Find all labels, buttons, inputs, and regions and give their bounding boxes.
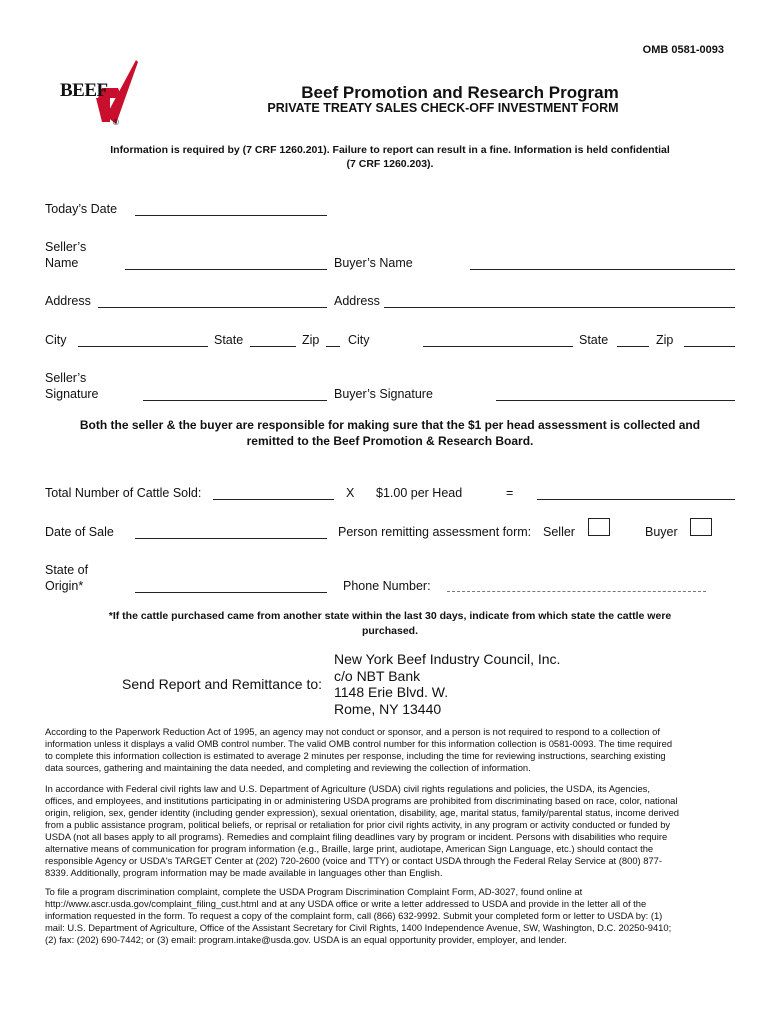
buyer-zip-label: Zip [656, 333, 674, 347]
origin-note [60, 609, 720, 639]
address-line-1: New York Beef Industry Council, Inc. [334, 651, 561, 667]
sellers-name-label-2: Name [45, 256, 79, 270]
seller-address-label: Address [45, 294, 91, 308]
remittance-address [334, 651, 560, 717]
responsibility-line-1: Both the seller & the buyer are responsible for making sure that the $1 per head assessment is collected and [79, 418, 701, 432]
complaint-line: To file a program discrimination complaint, complete the USDA Program Discrimination Complaint Form, AD-3027, found online at [45, 886, 583, 897]
complaint-line: mail: U.S. Department of Agriculture, Office of the Assistant Secretary for Civil Rights, 1400 Independence Avenue, SW, Washington, D.C. 20250-9410; [45, 922, 672, 933]
paperwork-line: data sources, gathering and maintaining the data needed, and completing and reviewing the collection of information. [45, 762, 531, 773]
omb-number: OMB 0581-0093 [642, 44, 724, 56]
buyer-address-field[interactable] [384, 307, 735, 308]
todays-date-label: Today’s Date [45, 202, 118, 216]
civil-rights-line: offices, and employees, and institutions participating in or administering USDA programs are prohibited from discriminating based on race, color, national [45, 795, 678, 806]
buyers-name-label: Buyer’s Name [334, 256, 413, 270]
complaint-line: http://www.ascr.usda.gov/complaint_filing_cust.html and at any USDA office or write a letter addressed to USDA and provide in the letter all of the [45, 898, 647, 909]
total-cattle-field[interactable] [213, 499, 334, 500]
address-line-2: c/o NBT Bank [334, 667, 421, 684]
info-notice [50, 143, 730, 171]
civil-rights-line: In accordance with Federal civil rights law and U.S. Department of Agriculture (USDA) civil rights regulations and policies, the USDA, its Agencies, [45, 783, 650, 794]
buyer-state-field[interactable] [617, 346, 649, 347]
seller-city-label: City [45, 333, 67, 347]
responsibility-line-2: remitted to the Beef Promotion & Research Board. [246, 434, 534, 448]
seller-address-field[interactable] [98, 307, 327, 308]
info-line-1: Information is required by (7 CRF 1260.201). Failure to report can result in a fine. Information is held confidential [110, 144, 670, 156]
registered-mark: ® [113, 118, 119, 127]
address-line-3: 1148 Erie Blvd. W. [334, 684, 449, 700]
sellers-signature-field[interactable] [143, 400, 327, 401]
buyer-checkbox[interactable] [690, 518, 712, 536]
todays-date-field[interactable] [135, 215, 327, 216]
civil-rights-line: alternative means of communication for program information (e.g., Braille, large print, audiotape, American Sign Language, etc.) should contact the [45, 843, 654, 854]
buyer-zip-field[interactable] [684, 346, 735, 347]
info-line-2: (7 CRF 1260.203). [346, 158, 434, 170]
civil-rights-line: USDA (not all bases apply to all programs). Remedies and complaint filing deadlines vary by program or incident. Persons with disabilities who require [45, 831, 668, 842]
form-subtitle: PRIVATE TREATY SALES CHECK-OFF INVESTMENT FORM [267, 101, 619, 115]
date-of-sale-label: Date of Sale [45, 525, 114, 539]
sellers-signature-label-1: Seller’s [45, 371, 87, 385]
state-of-origin-label-2: Origin* [45, 579, 84, 593]
remittance-label: Send Report and Remittance to: [122, 676, 323, 692]
complaint-paragraph [45, 886, 730, 946]
logo-text: BEEF [60, 80, 108, 101]
civil-rights-line: responsible Agency or USDA's TARGET Center at (202) 720-2600 (voice and TTY) or contact USDA through the Federal Relay Service at (800) 877- [45, 855, 663, 866]
civil-rights-line: 8339. Additionally, program information may be made available in languages other than English. [45, 867, 443, 878]
paperwork-line: to complete this information collection is estimated to average 2 minutes per response, including the time for reviewing instructions, searching existing [45, 750, 666, 761]
seller-city-field[interactable] [78, 346, 208, 347]
equals-sign: = [506, 486, 514, 500]
phone-number-label: Phone Number: [343, 579, 431, 593]
buyer-option-label: Buyer [645, 525, 678, 539]
seller-option-label: Seller [543, 525, 575, 539]
paperwork-line: information unless it displays a valid OMB control number. The valid OMB control number for this information collection is 0581-0093. The time required [45, 738, 673, 749]
complaint-line: information requested in the form. To request a copy of the complaint form, call (866) 632-9992. Submit your completed form or letter to USDA by: (1) [45, 910, 663, 921]
total-amount-field[interactable] [537, 499, 735, 500]
buyer-address-label: Address [334, 294, 380, 308]
beef-logo [58, 58, 138, 130]
seller-state-field[interactable] [250, 346, 296, 347]
seller-checkbox[interactable] [588, 518, 610, 536]
civil-rights-line: origin, religion, sex, gender identity (including gender expression), sexual orientation, disability, age, marital status, family/parental status, income derived [45, 807, 680, 818]
buyers-signature-field[interactable] [496, 400, 735, 401]
sellers-name-field[interactable] [125, 269, 327, 270]
state-of-origin-field[interactable] [135, 592, 327, 593]
civil-rights-line: from a public assistance program, political beliefs, or reprisal or retaliation for prior civil rights activity, in any program or activity conducted or funded by [45, 819, 671, 830]
total-cattle-label: Total Number of Cattle Sold: [45, 486, 202, 500]
sellers-signature-label-2: Signature [45, 387, 99, 401]
state-of-origin-label-1: State of [45, 563, 89, 577]
address-line-4: Rome, NY 13440 [334, 700, 442, 717]
rate-label: $1.00 per Head [376, 486, 463, 500]
sellers-name-label-1: Seller’s [45, 240, 87, 254]
buyer-city-field[interactable] [423, 346, 573, 347]
seller-state-label: State [214, 333, 244, 347]
buyer-city-label: City [348, 333, 370, 347]
origin-note-line-1: *If the cattle purchased came from another state within the last 30 days, indicate from which state the cattle were [108, 610, 672, 622]
complaint-line: (2) fax: (202) 690-7442; or (3) email: program.intake@usda.gov. USDA is an equal opportunity provider, employer, and lender. [45, 934, 567, 945]
person-remitting-label: Person remitting assessment form: [338, 525, 532, 539]
civil-rights-paragraph [45, 783, 730, 879]
origin-note-line-2: purchased. [361, 625, 419, 637]
page-title: Beef Promotion and Research Program [301, 83, 619, 102]
buyers-name-field[interactable] [470, 269, 735, 270]
seller-zip-label: Zip [302, 333, 320, 347]
buyers-signature-label: Buyer’s Signature [334, 387, 433, 401]
buyer-state-label: State [579, 333, 609, 347]
phone-number-field[interactable] [447, 591, 706, 592]
paperwork-reduction-paragraph [45, 726, 730, 774]
responsibility-notice [50, 417, 730, 449]
paperwork-line: According to the Paperwork Reduction Act of 1995, an agency may not conduct or sponsor, and a person is not required to respond to a collection of [45, 726, 660, 737]
date-of-sale-field[interactable] [135, 538, 327, 539]
multiply-sign: X [346, 486, 355, 500]
seller-zip-field[interactable] [326, 346, 340, 347]
